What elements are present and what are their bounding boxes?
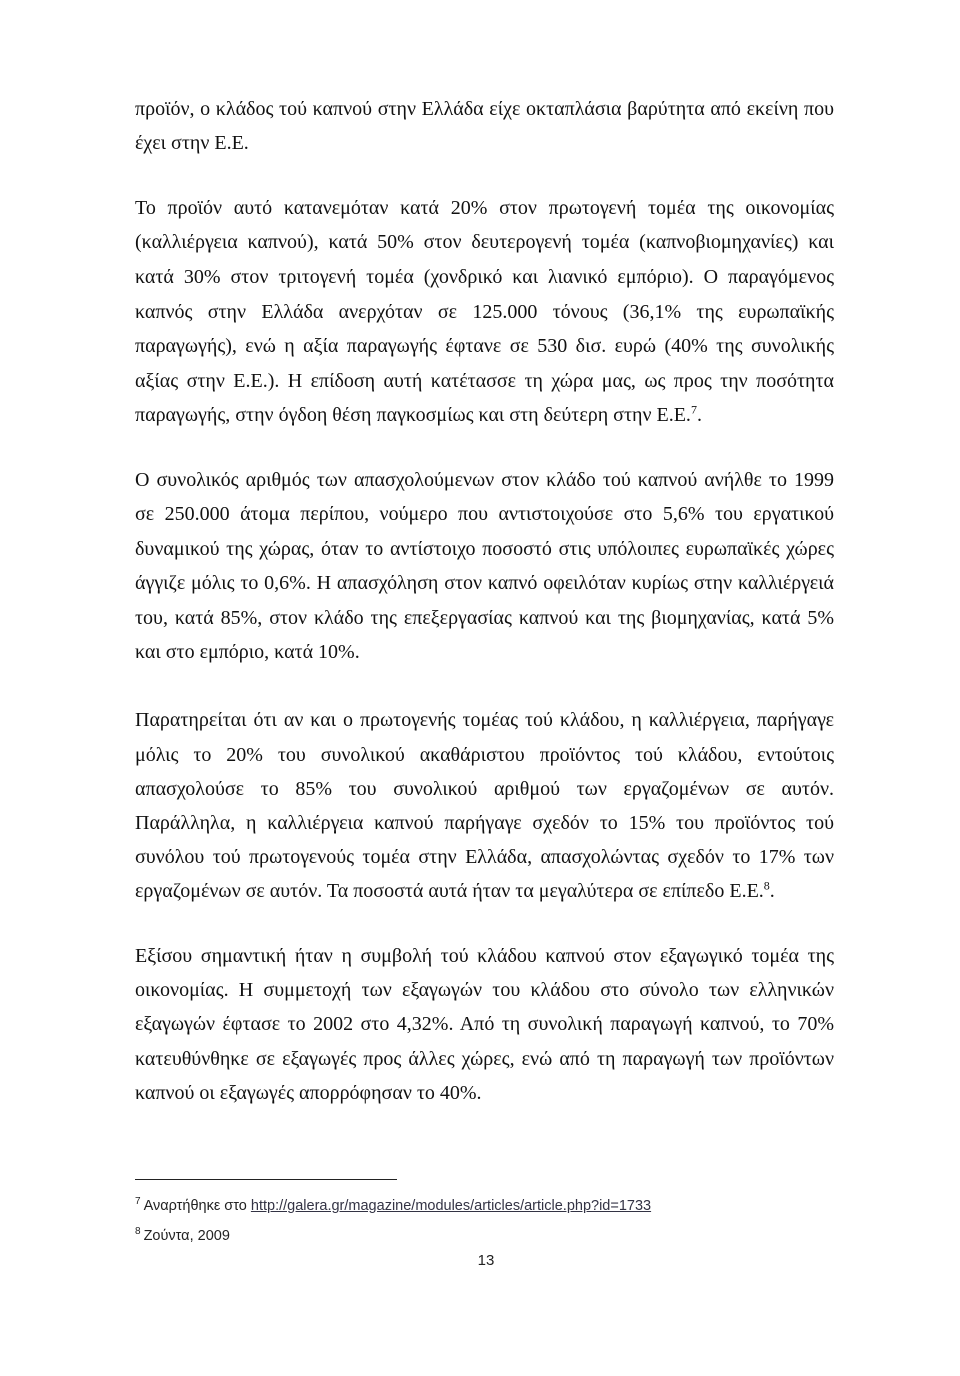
footnote-number: 8 (135, 1225, 141, 1237)
paragraph-2-text: Το προϊόν αυτό κατανεμόταν κατά 20% στον πρωτογενή τομέα της οικονομίας (καλλιέργεια καπνού), κατά 50% στον δευτερογενή τομέα (καπνοβιομηχανίες) και κατά 30% στον τριτογενή τομέα (χονδρικό και λιανικό εμπόριο). Ο παραγόμενος καπνός στην Ελλάδα ανερχόταν σε 125.000 τόνους (36,1% της ευρωπαϊκής παραγωγής), ενώ η αξία παραγωγής έφτανε σε 530 δισ. ευρώ (40% της συνολικής αξίας στην Ε.Ε.). Η επίδοση αυτή κατέτασσε τη χώρα μας, ως προς την ποσότητα παραγωγής, στην όγδοη θέση παγκοσμίως και στη δεύτερη στην Ε.Ε. (135, 196, 834, 427)
paragraph-1 (135, 92, 834, 161)
footnote-7 (135, 1189, 835, 1219)
footnote-separator (135, 1179, 397, 1180)
footnote-text: Αναρτήθηκε στο (143, 1197, 251, 1214)
footnote-ref-8[interactable]: 8 (763, 878, 770, 893)
footnote-number: 7 (135, 1196, 141, 1207)
paragraph-4-text: Παρατηρείται ότι αν και ο πρωτογενής τομέας τού κλάδου, η καλλιέργεια, παρήγαγε μόλις το 20% του συνολικού ακαθάριστου προϊόντος τού κλάδου, εντούτοις απασχολούσε το 85% του συνολικού αριθμού των εργαζομένων σε αυτόν. Παράλληλα, η καλλιέργεια καπνού παρήγαγε σχεδόν το 15% του προϊόντος τού συνόλου τού πρωτογενούς τομέα στην Ελλάδα, απασχολώντας σχεδόν το 17% των εργαζομένων σε αυτόν. Τα ποσοστά αυτά ήταν τα μεγαλύτερα σε επίπεδο Ε.Ε. (135, 709, 834, 903)
footnote-link[interactable]: http://galera.gr/magazine/modules/articles/article.php?id=1733 (250, 1197, 652, 1214)
page-number: 13 (477, 1252, 495, 1269)
paragraph-4 (135, 703, 834, 908)
paragraph-1-text: προϊόν, ο κλάδος τού καπνού στην Ελλάδα είχε οκταπλάσια βαρύτητα από εκείνη που έχει στην Ε.Ε. (135, 98, 834, 155)
paragraph-3 (135, 463, 834, 669)
footnote-8 (135, 1219, 835, 1249)
paragraph-4-end: . (769, 880, 775, 903)
paragraph-3-text: Ο συνολικός αριθμός των απασχολούμενων στον κλάδο τού καπνού ανήλθε το 1999 σε 250.000 άτομα περίπου, νούμερο που αντιστοιχούσε στο 5,6% του εργατικού δυναμικού της χώρας, όταν το αντίστοιχο ποσοστό στις υπόλοιπες ευρωπαϊκές χώρες άγγιζε μόλις το 0,6%. Η απασχόληση στον καπνό οφειλόταν κυρίως στην καλλιέργειά του, κατά 85%, στον κλάδο της επεξεργασίας καπνού και της βιομηχανίας, κατά 5% και στο εμπόριο, κατά 10%. (135, 468, 834, 663)
paragraph-5 (135, 939, 834, 1111)
footnotes (135, 1189, 835, 1249)
paragraph-2-end: . (696, 404, 702, 427)
footnote-ref-7[interactable]: 7 (690, 402, 697, 417)
paragraph-2 (135, 191, 834, 433)
footnote-text: Ζούντα, 2009 (143, 1227, 230, 1244)
paragraph-5-text: Εξίσου σημαντική ήταν η συμβολή τού κλάδου καπνού στον εξαγωγικό τομέα της οικονομίας. Η συμμετοχή των εξαγωγών του κλάδου στο σύνολο των ελληνικών εξαγωγών έφτασε το 2002 στο 4,32%. Από τη συνολική παραγωγή καπνού, το 70% κατευθύνθηκε σε εξαγωγές προς άλλες χώρες, ενώ από τη παραγωγή των προϊόντων καπνού οι εξαγωγές απορρόφησαν το 40%. (135, 944, 834, 1105)
